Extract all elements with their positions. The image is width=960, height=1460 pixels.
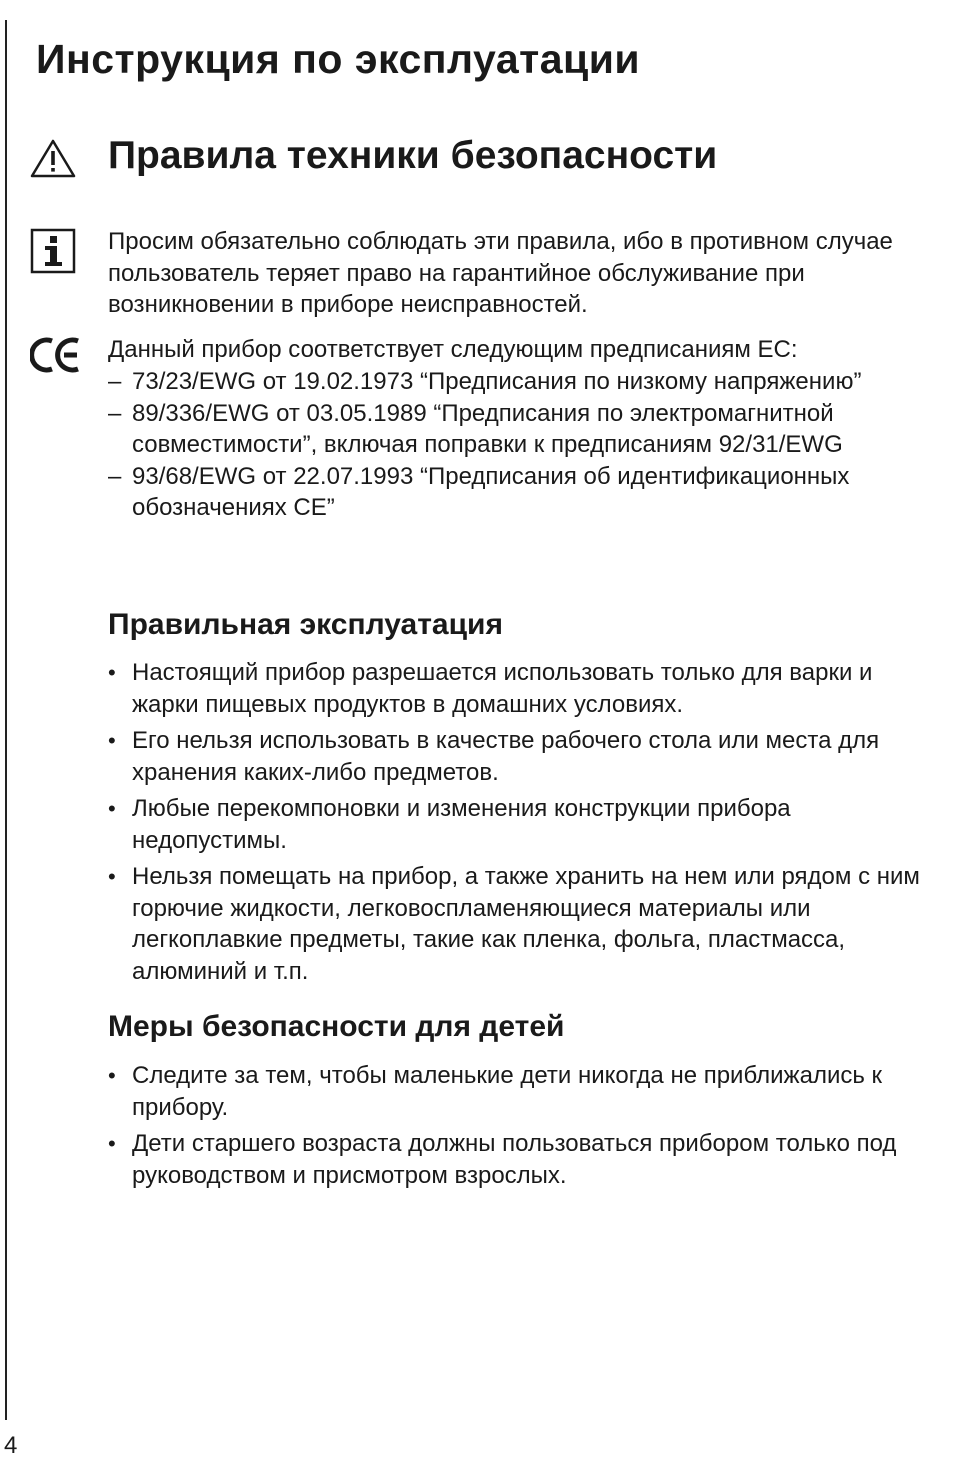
list-item-text: Его нельзя использовать в качестве рабочего стола или места для хранения каких-либо предметов. — [132, 727, 880, 786]
list-item — [108, 398, 938, 461]
list-item-text: Любые перекомпоновки и изменения конструкции прибора недопустимы. — [132, 795, 791, 854]
bullet-marker: • — [108, 1063, 116, 1088]
directive-text: 89/336/EWG от 03.05.1989 “Предписания по электромагнитной совместимости”, включая поправки к предписаниям 92/31/EWG — [132, 399, 843, 458]
dash-marker: – — [108, 368, 122, 395]
list-item — [108, 793, 938, 856]
bullet-marker: • — [108, 660, 116, 685]
proper-use-title: Правильная эксплуатация — [108, 608, 503, 641]
ce-mark-icon — [30, 335, 84, 375]
directive-text: 73/23/EWG от 19.02.1973 “Предписания по низкому напряжению” — [132, 368, 862, 395]
page-border-line — [5, 20, 7, 1420]
bullet-marker: • — [108, 864, 116, 889]
list-item — [108, 861, 938, 987]
list-item-text: Настоящий прибор разрешается использовать только для варки и жарки пищевых продуктов в домашних условиях. — [132, 659, 873, 718]
child-safety-title: Меры безопасности для детей — [108, 1010, 565, 1043]
compliance-intro-text: Данный прибор соответствует следующим предписаниям ЕС: — [108, 336, 798, 363]
directive-text: 93/68/EWG от 22.07.1993 “Предписания об идентификационных обозначениях CE” — [132, 462, 850, 521]
info-icon — [30, 228, 76, 274]
list-item — [108, 461, 938, 524]
child-safety-list — [108, 1060, 938, 1196]
list-item-text: Дети старшего возраста должны пользоваться прибором только под руководством и присмотром взрослых. — [132, 1130, 897, 1189]
list-item — [108, 1128, 938, 1191]
list-item — [108, 725, 938, 788]
list-item — [108, 366, 938, 398]
list-item-text: Следите за тем, чтобы маленькие дети никогда не приближались к прибору. — [132, 1062, 883, 1121]
bullet-marker: • — [108, 1131, 116, 1156]
list-item — [108, 657, 938, 720]
list-item-text: Нельзя помещать на прибор, а также хранить на нем или рядом с ним горючие жидкости, легковоспламеняющиеся материалы или легкоплавкие предметы, такие как пленка, фольга, пластмасса, алюминий и т.п. — [132, 863, 920, 985]
list-item — [108, 1060, 938, 1123]
page-title: Инструкция по эксплуатации — [36, 36, 641, 82]
bullet-marker: • — [108, 796, 116, 821]
safety-intro-text: Просим обязательно соблюдать эти правила, ибо в противном случае пользователь теряет право на гарантийное обслуживание при возникновении в приборе неисправностей. — [108, 228, 893, 318]
safety-section-title: Правила техники безопасности — [108, 134, 718, 177]
page-number: 4 — [4, 1432, 18, 1459]
proper-use-list — [108, 657, 938, 992]
dash-marker: – — [108, 399, 122, 427]
warning-triangle-icon — [30, 138, 76, 178]
directive-list — [108, 366, 938, 524]
bullet-marker: • — [108, 728, 116, 753]
dash-marker: – — [108, 462, 122, 490]
